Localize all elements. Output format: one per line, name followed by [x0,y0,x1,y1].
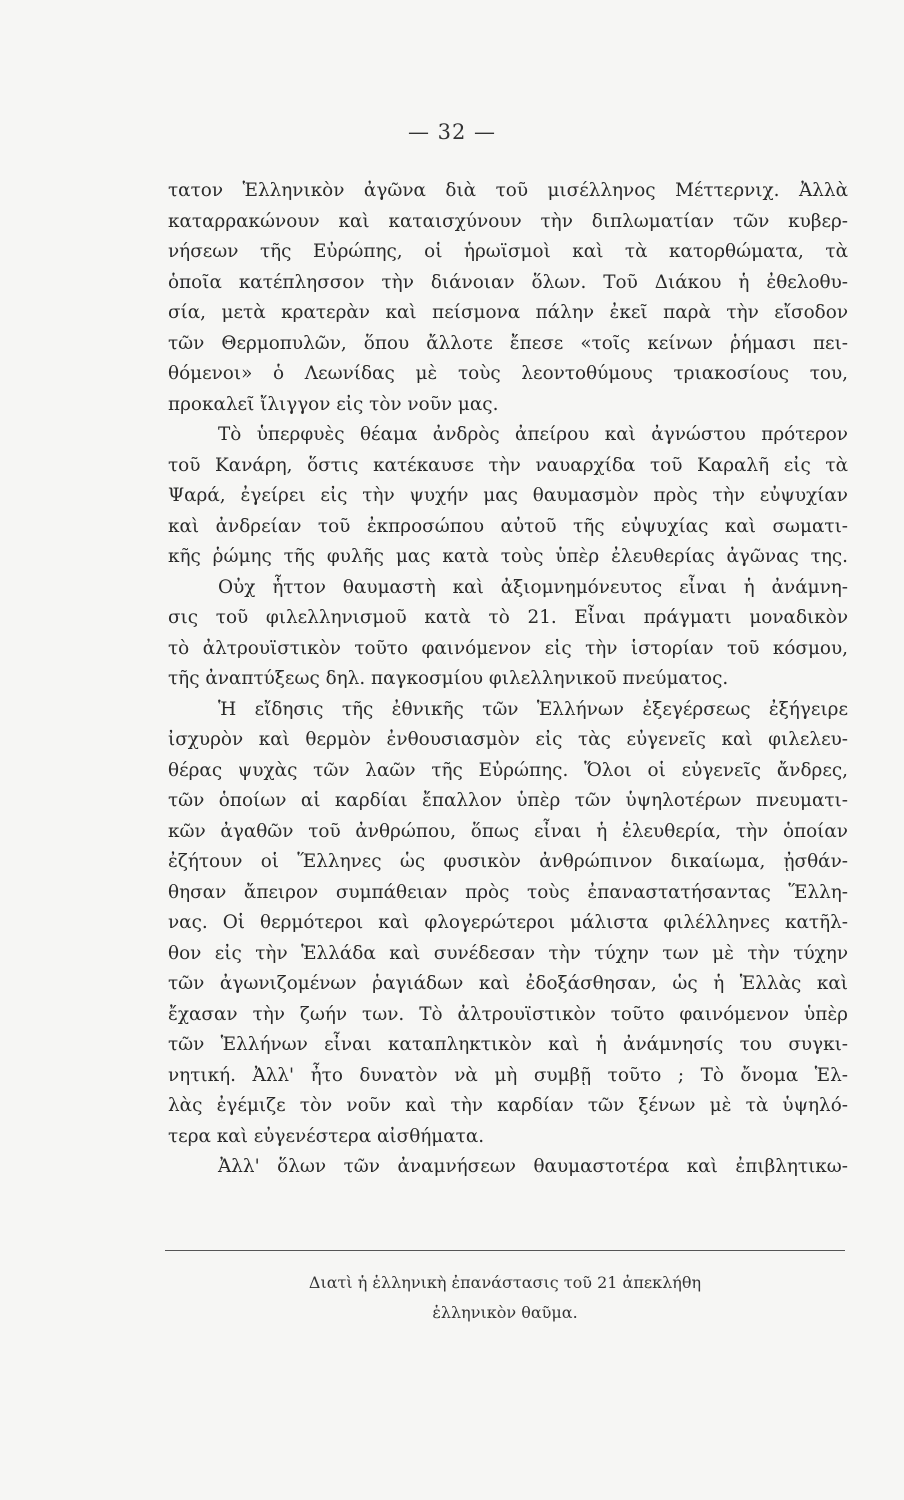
text-line: τὸ ἀλτρουϊστικὸν τοῦτο φαινόμενον εἰς τὴν ἱστορίαν τοῦ κόσμου, [168,637,848,659]
paragraph-start-line: Ἡ εἴδησις τῆς ἐθνικῆς τῶν Ἑλλήνων ἐξεγέρσεως ἐξήγειρε [218,698,848,720]
text-line: σις τοῦ φιλελληνισμοῦ κατὰ τὸ 21. Εἶναι πράγματι μοναδικὸν [168,607,848,628]
text-line: προκαλεῖ ἴλιγγον εἰς τὸν νοῦν μας. [168,393,499,415]
text-line: ἐζήτουν οἱ Ἕλληνες ὡς φυσικὸν ἀνθρώπινον δικαίωμα, ᾐσθάν- [168,851,848,872]
text-line: τῶν Θερμοπυλῶν, ὅπου ἄλλοτε ἔπεσε «τοῖς κείνων ῥήμασι πει- [168,332,848,354]
text-line: θησαν ἄπειρον συμπάθειαν πρὸς τοὺς ἐπαναστατήσαντας Ἕλλη- [168,881,848,903]
text-line: θέρας ψυχὰς τῶν λαῶν τῆς Εὐρώπης. Ὅλοι οἱ εὐγενεῖς ἄνδρες, [168,759,848,781]
footnote [165,1268,845,1328]
paragraph-start-line: Οὐχ ἧττον θαυμαστὴ καὶ ἀξιομνημόνευτος εἶναι ἡ ἀνάμνη- [218,576,848,598]
text-line: νητική. Ἀλλ' ἦτο δυνατὸν νὰ μὴ συμβῇ τοῦτο ; Τὸ ὄνομα Ἑλ- [168,1064,848,1086]
text-line: τῶν ἀγωνιζομένων ῥαγιάδων καὶ ἐδοξάσθησαν, ὡς ἡ Ἑλλὰς καὶ [168,973,848,994]
text-line: νας. Οἱ θερμότεροι καὶ φλογερώτεροι μάλιστα φιλέλληνες κατῆλ- [168,912,848,933]
text-line: καὶ ἀνδρείαν τοῦ ἐκπροσώπου αὐτοῦ τῆς εὐψυχίας καὶ σωματι- [168,515,848,537]
text-line: τῶν Ἑλλήνων εἶναι καταπληκτικὸν καὶ ἡ ἀνάμνησίς του συγκι- [168,1034,848,1055]
text-line: ὁποῖα κατέπλησσον τὴν διάνοιαν ὅλων. Τοῦ Διάκου ἡ ἐθελοθυ- [168,271,848,293]
footnote-divider [165,1250,845,1251]
text-line: θον εἰς τὴν Ἑλλάδα καὶ συνέδεσαν τὴν τύχην των μὲ τὴν τύχην [168,942,848,964]
text-line: ἰσχυρὸν καὶ θερμὸν ἐνθουσιασμὸν εἰς τὰς εὐγενεῖς καὶ φιλελευ- [168,729,848,750]
text-line: τοῦ Κανάρη, ὅστις κατέκαυσε τὴν ναυαρχίδα τοῦ Καραλῆ εἰς τὰ [168,454,848,476]
text-line: ἔχασαν τὴν ζωήν των. Τὸ ἀλτρουϊστικὸν τοῦτο φαινόμενον ὑπὲρ [168,1003,848,1025]
text-line: κῶν ἀγαθῶν τοῦ ἀνθρώπου, ὅπως εἶναι ἡ ἐλευθερία, τὴν ὁποίαν [168,820,848,842]
paragraph-start-line: Ἀλλ' ὅλων τῶν ἀναμνήσεων θαυμαστοτέρα καὶ ἐπιβλητικω- [218,1156,848,1177]
body-text [168,176,848,1183]
text-line: καταρρακώνουν καὶ καταισχύνουν τὴν διπλωματίαν τῶν κυβερ- [168,210,848,232]
text-line: κῆς ῥώμης τῆς φυλῆς μας κατὰ τοὺς ὑπὲρ ἐλευθερίας ἀγῶνας της. [168,546,848,567]
text-line: Ψαρά, ἐγείρει εἰς τὴν ψυχήν μας θαυμασμὸν πρὸς τὴν εὐψυχίαν [168,485,848,506]
text-line: τῆς ἀναπτύξεως δηλ. παγκοσμίου φιλελληνικοῦ πνεύματος. [168,668,729,689]
text-line: λὰς ἐγέμιζε τὸν νοῦν καὶ τὴν καρδίαν τῶν ξένων μὲ τὰ ὑψηλό- [168,1095,848,1116]
text-line: νήσεων τῆς Εὐρώπης, οἱ ἡρωϊσμοὶ καὶ τὰ κατορθώματα, τὰ [168,241,848,262]
paragraph-start-line: Τὸ ὑπερφυὲς θέαμα ἀνδρὸς ἀπείρου καὶ ἀγνώστου πρότερον [218,424,848,445]
text-line: τερα καὶ εὐγενέστερα αἰσθήματα. [168,1125,485,1147]
text-line: τῶν ὁποίων αἱ καρδίαι ἔπαλλον ὑπὲρ τῶν ὑψηλοτέρων πνευματι- [168,790,848,811]
text-line: τατον Ἑλληνικὸν ἀγῶνα διὰ τοῦ μισέλληνος Μέττερνιχ. Ἀλλὰ [168,180,848,201]
page-number: — 32 — [407,120,497,144]
text-line: θόμενοι» ὁ Λεωνίδας μὲ τοὺς λεοντοθύμους τριακοσίους του, [168,363,848,384]
footnote-line: Διατὶ ἡ ἑλληνικὴ ἐπανάστασις τοῦ 21 ἀπεκλήθη [308,1273,702,1292]
footnote-line: ἑλληνικὸν θαῦμα. [432,1303,578,1322]
text-line: σία, μετὰ κρατερὰν καὶ πείσμονα πάλην ἐκεῖ παρὰ τὴν εἴσοδον [168,302,848,323]
